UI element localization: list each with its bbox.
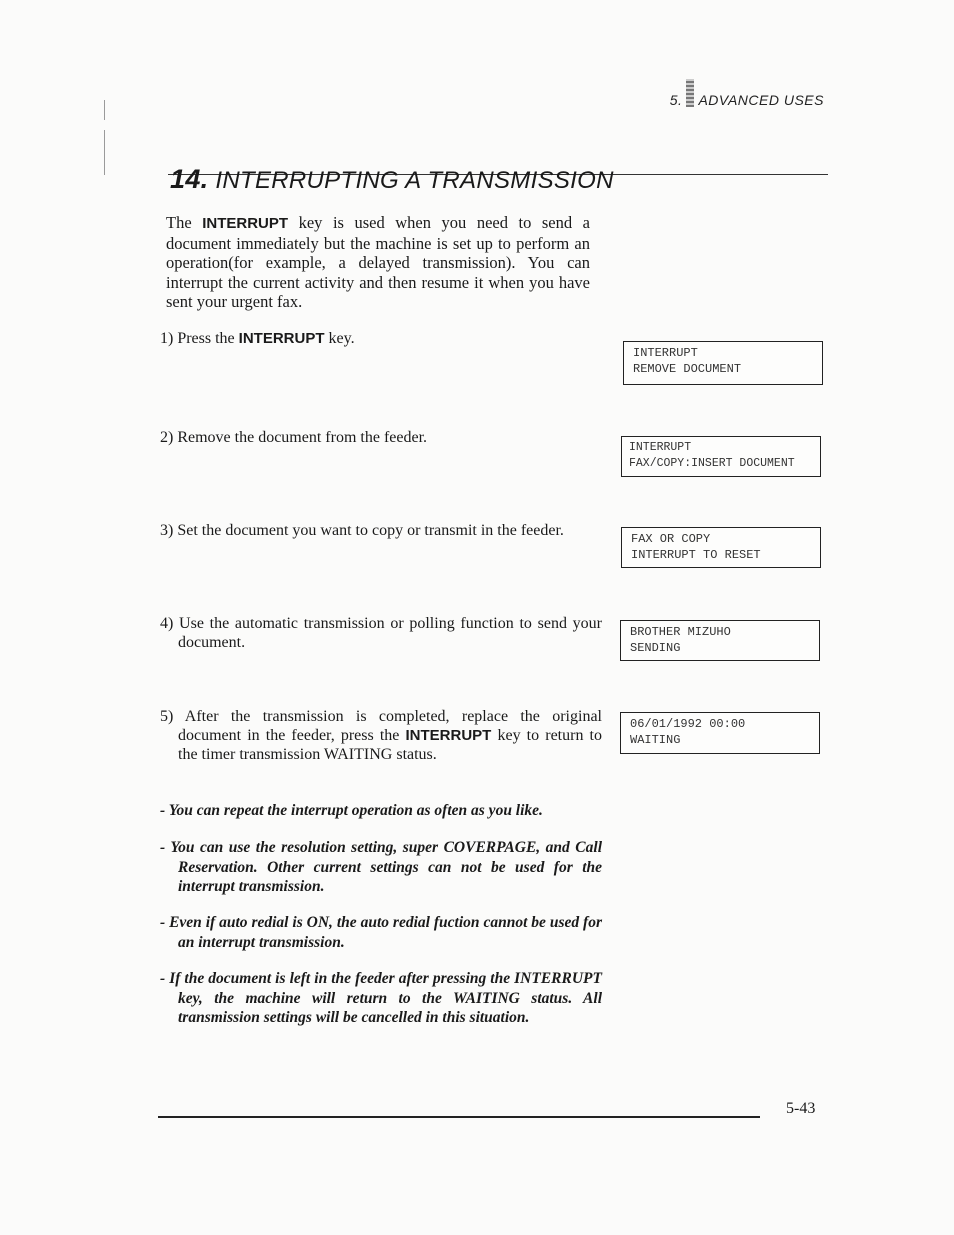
step-text: 1) Press the xyxy=(160,330,239,347)
page-title xyxy=(170,164,614,195)
title-text: INTERRUPTING A TRANSMISSION xyxy=(215,167,614,194)
interrupt-keyword: INTERRUPT xyxy=(238,330,325,347)
title-number: 14. xyxy=(170,164,209,194)
note-item: - You can use the resolution setting, super COVERPAGE, and Call Reservation. Other current settings can not be used for the interrupt transmission. xyxy=(160,839,602,895)
intro-text: key is used when you need to send a document immediately but the machine is set up to perform an operation(for example, a delayed transmission). You can interrupt the current activity and then resume it when you have sent your urgent fax. xyxy=(166,213,590,311)
lcd-line-1: INTERRUPT xyxy=(629,441,692,454)
lcd-line-2: INTERRUPT TO RESET xyxy=(631,548,761,562)
chapter-number: 5. xyxy=(669,92,683,108)
lcd-line-1: INTERRUPT xyxy=(633,346,698,360)
note-item: - If the document is left in the feeder after pressing the INTERRUPT key, the machine will return to the WAITING status. All transmission settings will be cancelled in this situation. xyxy=(160,970,602,1026)
lcd-line-2: REMOVE DOCUMENT xyxy=(633,362,742,376)
step-1 xyxy=(160,329,602,348)
step-2: 2) Remove the document from the feeder. xyxy=(160,429,428,446)
step-5 xyxy=(160,707,602,764)
interrupt-keyword: INTERRUPT xyxy=(202,215,289,232)
lcd-display-3 xyxy=(621,527,821,568)
margin-mark xyxy=(104,100,105,120)
interrupt-keyword: INTERRUPT xyxy=(405,727,492,744)
page-number: 5-43 xyxy=(786,1100,816,1117)
lcd-display-2 xyxy=(621,436,821,477)
lcd-display-1 xyxy=(623,341,823,385)
step-4: 4) Use the automatic transmission or polling function to send your document. xyxy=(160,615,602,651)
note-item: - You can repeat the interrupt operation as often as you like. xyxy=(160,802,543,819)
running-header xyxy=(670,92,824,108)
intro-text: The xyxy=(166,213,203,232)
lcd-line-2: SENDING xyxy=(630,641,681,655)
margin-mark xyxy=(104,130,105,175)
intro-paragraph xyxy=(166,213,590,312)
step-text: key. xyxy=(324,330,355,347)
step-text: 5) After the transmission is completed, replace the original document in the feeder, press the xyxy=(160,708,602,744)
lcd-line-2: FAX/COPY:INSERT DOCUMENT xyxy=(629,457,795,470)
lcd-line-1: FAX OR COPY xyxy=(631,532,711,546)
lcd-display-5 xyxy=(620,712,820,754)
lcd-line-2: WAITING xyxy=(630,733,681,747)
step-3: 3) Set the document you want to copy or transmit in the feeder. xyxy=(160,522,564,539)
chapter-tab-marker xyxy=(686,79,694,107)
footer-rule xyxy=(158,1116,760,1118)
section-name: ADVANCED USES xyxy=(698,92,824,108)
lcd-line-1: BROTHER MIZUHO xyxy=(630,625,731,639)
lcd-display-4 xyxy=(620,620,820,661)
lcd-line-1: 06/01/1992 00:00 xyxy=(630,717,746,731)
step-text: key to return to the timer transmission WAITING status. xyxy=(178,727,602,763)
note-item: - Even if auto redial is ON, the auto redial fuction cannot be used for an interrupt transmission. xyxy=(160,914,602,951)
